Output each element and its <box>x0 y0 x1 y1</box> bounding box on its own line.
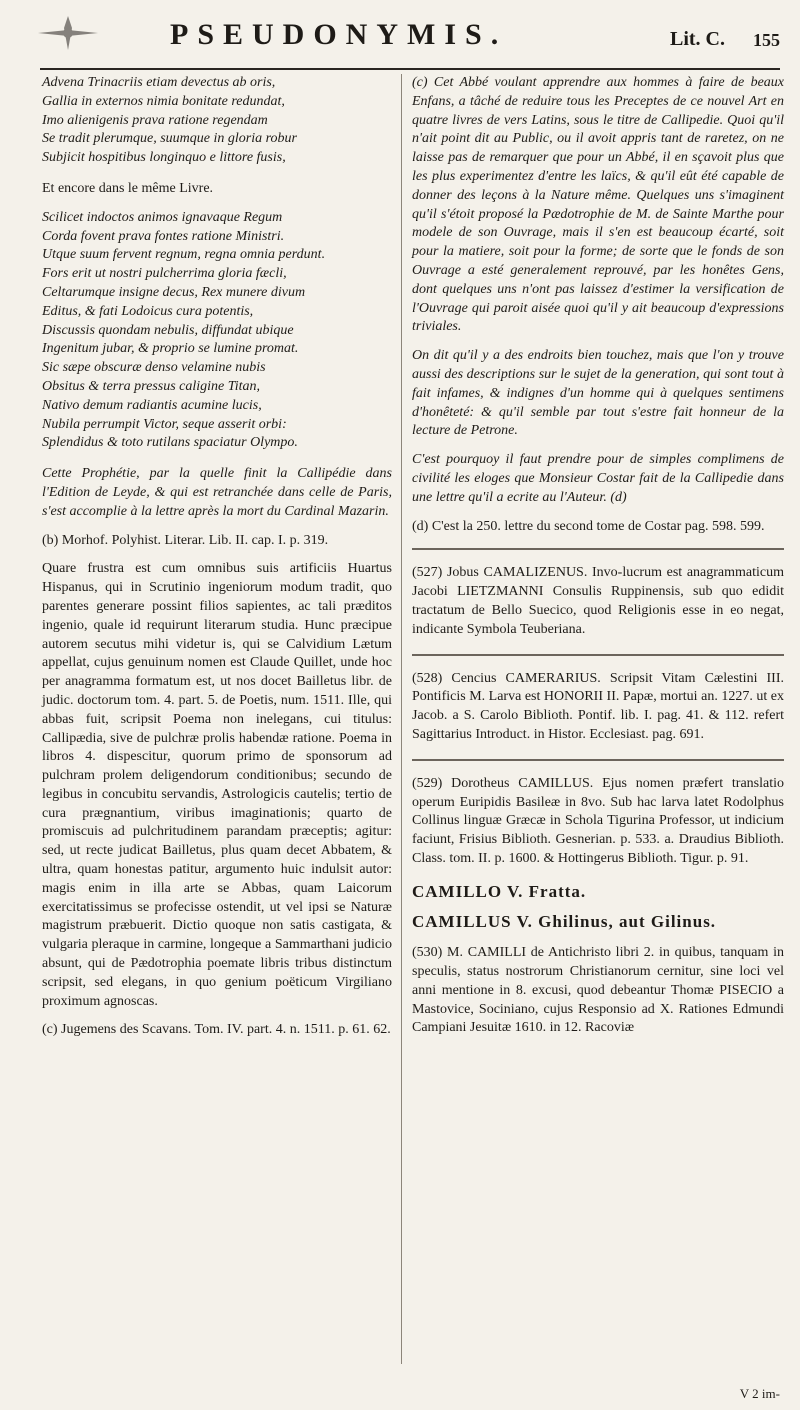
entry-527: (527) Jobus CAMALIZENUS. Invo-lucrum est anagrammaticum Jacobi LIETZMANNI Consulis Ruppinensis, sub quo edidit tractatum de Bello Suecico, quod Religionis esse in eo negat, indicante Symbola Teuberiana. <box>412 565 784 637</box>
verse-line: Editus, & fati Lodoicus cura potentis, <box>42 303 254 319</box>
verse-line: Imo alienigenis prava ratione regendam <box>42 112 268 128</box>
verse-line: Utque suum fervent regnum, regna omnia perdunt. <box>42 247 326 263</box>
french-note: Cette Prophétie, par la quelle finit la Callipédie dans l'Edition de Leyde, & qui est retranchée dans celle de Paris, s'est accomplie à la lettre après la mort du Cardinal Mazarin. <box>42 466 392 519</box>
verse-line: Corda fovent prava fontes ratione Ministri. <box>42 228 285 244</box>
page-header <box>170 18 780 58</box>
running-title: PSEUDONYMIS. <box>170 18 508 51</box>
french-commentary-3: C'est pourquoy il faut prendre pour de simples complimens de civilité les eloges que Monsieur Costar fait de la Callipedie dans une lettre qu'il a ecrite au l'Auteur. (d) <box>412 452 784 505</box>
verse-line: Celtarumque insigne decus, Rex munere divum <box>42 284 306 300</box>
page-number: 155 <box>753 30 780 50</box>
verse-line: Nubila perrumpit Victor, seque asserit orbi: <box>42 416 287 432</box>
verse-line: Discussis quondam nebulis, diffundat ubique <box>42 322 294 338</box>
verse-block-2 <box>42 209 392 453</box>
french-commentary: (c) Cet Abbé voulant apprendre aux hommes à faire de beaux Enfans, a tâché de reduire tous les Preceptes de ce nouvel Art en quatre livres de vers Latins, sous le titre de Callipedie. Quoi qu'il n'ait point dit au Public, ou il avoit appris tant de raretez, on ne laisse pas de remarquer que pour un Abbé, il en sçavoit plus que les plus experimentez d'entre les laïcs, & qu'il eût été capable de donner des leçons à la Nature même. Quelques uns s'imaginent qu'il s'étoit proposé la Pædotrophie de M. de Sainte Marthe pour modele de son Ouvrage, mais il s'en est beaucoup écarté, soit pour la matiere, soit pour la forme; de sorte que le fonds de son Ouvrage a esté generalement reprouvé, par les honêtes Gens, dont quelques uns n'ont pas laissez d'estimer la versification de l'Ouvrage qui paroit aisée quoi qu'il y ait beaucoup d'expressions triviales. <box>412 75 784 335</box>
verse-line: Fors erit ut nostri pulcherrima gloria fæcli, <box>42 266 287 282</box>
printer-ornament-icon <box>8 12 128 54</box>
separator-rule <box>412 759 784 761</box>
right-column <box>412 74 784 1052</box>
footnote-b-heading: (b) Morhof. Polyhist. Literar. Lib. II. cap. I. p. 319. <box>42 532 329 548</box>
separator-rule <box>412 548 784 550</box>
verse-line: Advena Trinacriis etiam devectus ab oris, <box>42 75 276 90</box>
verse-line: Scilicet indoctos animos ignavaque Regum <box>42 209 283 225</box>
header-rule <box>40 68 780 70</box>
separator-rule <box>412 654 784 656</box>
catchword: V 2 im- <box>739 1386 780 1401</box>
footnote-c: (c) Jugemens des Scavans. Tom. IV. part. 4. n. 1511. p. 61. 62. <box>42 1022 391 1038</box>
cross-reference-heading: CAMILLUS V. Ghilinus, aut Gilinus. <box>412 912 717 932</box>
verse-line: Sic sæpe obscuræ denso velamine nubis <box>42 360 266 376</box>
entry-528: (528) Cencius CAMERARIUS. Scripsit Vitam Cælestini III. Pontificis M. Larva est HONORII II. Papæ, mortui an. 1227. ut ex Jacob. a S. Carolo Biblioth. Pontif. lib. I. pag. 41. & 112. refert Sagittarius Introduct. in Histor. Ecclesiast. pag. 691. <box>412 670 784 742</box>
left-column <box>42 74 392 1050</box>
verse-line: Ingenitum jubar, & proprio se lumine promat. <box>42 341 299 357</box>
verse-line: Gallia in externos nimia bonitate redundat, <box>42 93 285 109</box>
footnote-d: (d) C'est la 250. lettre du second tome de Costar pag. 598. 599. <box>412 518 765 534</box>
verse-block-1 <box>42 74 392 168</box>
entry-529: (529) Dorotheus CAMILLUS. Ejus nomen præfert translatio operum Euripidis Basileæ in 8vo. Sub hac larva latet Rodolphus Collinus linguæ Græcæ in Schola Tigurina Professor, ut indicium faciunt, Frisius Biblioth. Gesnerian. p. 533. a. Draudius Biblioth. Class. tom. II. p. 1600. & Hottingerus Biblioth. Tigur. p. 91. <box>412 775 784 866</box>
cross-reference-heading: CAMILLO V. Fratta. <box>412 881 587 901</box>
prose-line: Et encore dans le même Livre. <box>42 180 214 196</box>
verse-line: Se tradit plerumque, suumque in gloria robur <box>42 131 297 147</box>
french-commentary-2: On dit qu'il y a des endroits bien touchez, mais que l'on y trouve aussi des descriptions sur le sujet de la generation, qui sont tout à fait infames, & indignes d'un homme qui à quelques sentimens d'honêteté: & qu'il semble par tout s'estre fait honneur de la lecture de Petrone. <box>412 348 784 439</box>
entry-530: (530) M. CAMILLI de Antichristo libri 2. in quibus, tanquam in speculis, status nostrorum Christianorum cernitur, sine loci vel anni mentione in 8. excusi, quod debeantur Thomæ PISECIO a Mastovice, Sociniano, cujus Responsio ad X. Rationes Edmundi Campiani Jesuitæ 1610. in 12. Racoviæ <box>412 945 784 1036</box>
column-divider <box>401 74 402 1364</box>
verse-line: Nativo demum radiantis acumine lucis, <box>42 397 262 413</box>
footnote-b-body: Quare frustra est cum omnibus suis artificiis Huartus Hispanus, qui in Scrutinio ingeniorum modum tradit, quo parentes generare possint filios sapientes, ac tali præditos ingenio, quale id requirunt literarum studia. Hunc præcipue autorem secutus mihi videtur is, qui se Calvidium Lætum appellat, cujus genuinum nomen est Claude Quillet, unde hoc per anagramma formatum est, ut nos docet Bailletus libr. de judic. doctorum tom. 4. part. 5. de Poetis, num. 1511. Ille, qui abbas fuit, scripsit Poema non inelegans, cui titulus: Callipædia, sive de pulchræ prolis habendæ ratione. Poema in libros 4. dispescitur, quorum primo de sponsorum ad pulchram prolem deligendorum conditionibus; secundo de legibus in concubitu servandis, Astrologicis cautelis; tertio de cura prægnantium, viribus imaginationis; quarto de promiscuis ad pulchritudinem parandam præceptis; agitur: sed, ut recte judicat Bailletus, plus quam decet Abbatem, & ultra, quam honestas patitur, argumento huic indulsit autor: magis enim in illa arte se Abbas, quam Laicorum exercitatissimus se profecisse ostendit, ut vel ipsi se Naturæ magistrum præbuerit. Dictio quoque non satis castigata, & vulgaria pleraque in carmine, longeque a Sammarthani judicio absunt, qui de Pædotrophia poemate libris tribus distinctum scripsit, sed elegans, in quo genium poëticum Virgiliano proximum agnoscas. <box>42 561 392 1009</box>
verse-line: Subjicit hospitibus longinquo e littore fusis, <box>42 150 286 166</box>
verse-line: Splendidus & toto rutilans spaciatur Olympo. <box>42 435 298 451</box>
verse-line: Obsitus & terra pressus caligine Titan, <box>42 378 261 394</box>
section-mark: Lit. C. <box>670 28 725 50</box>
